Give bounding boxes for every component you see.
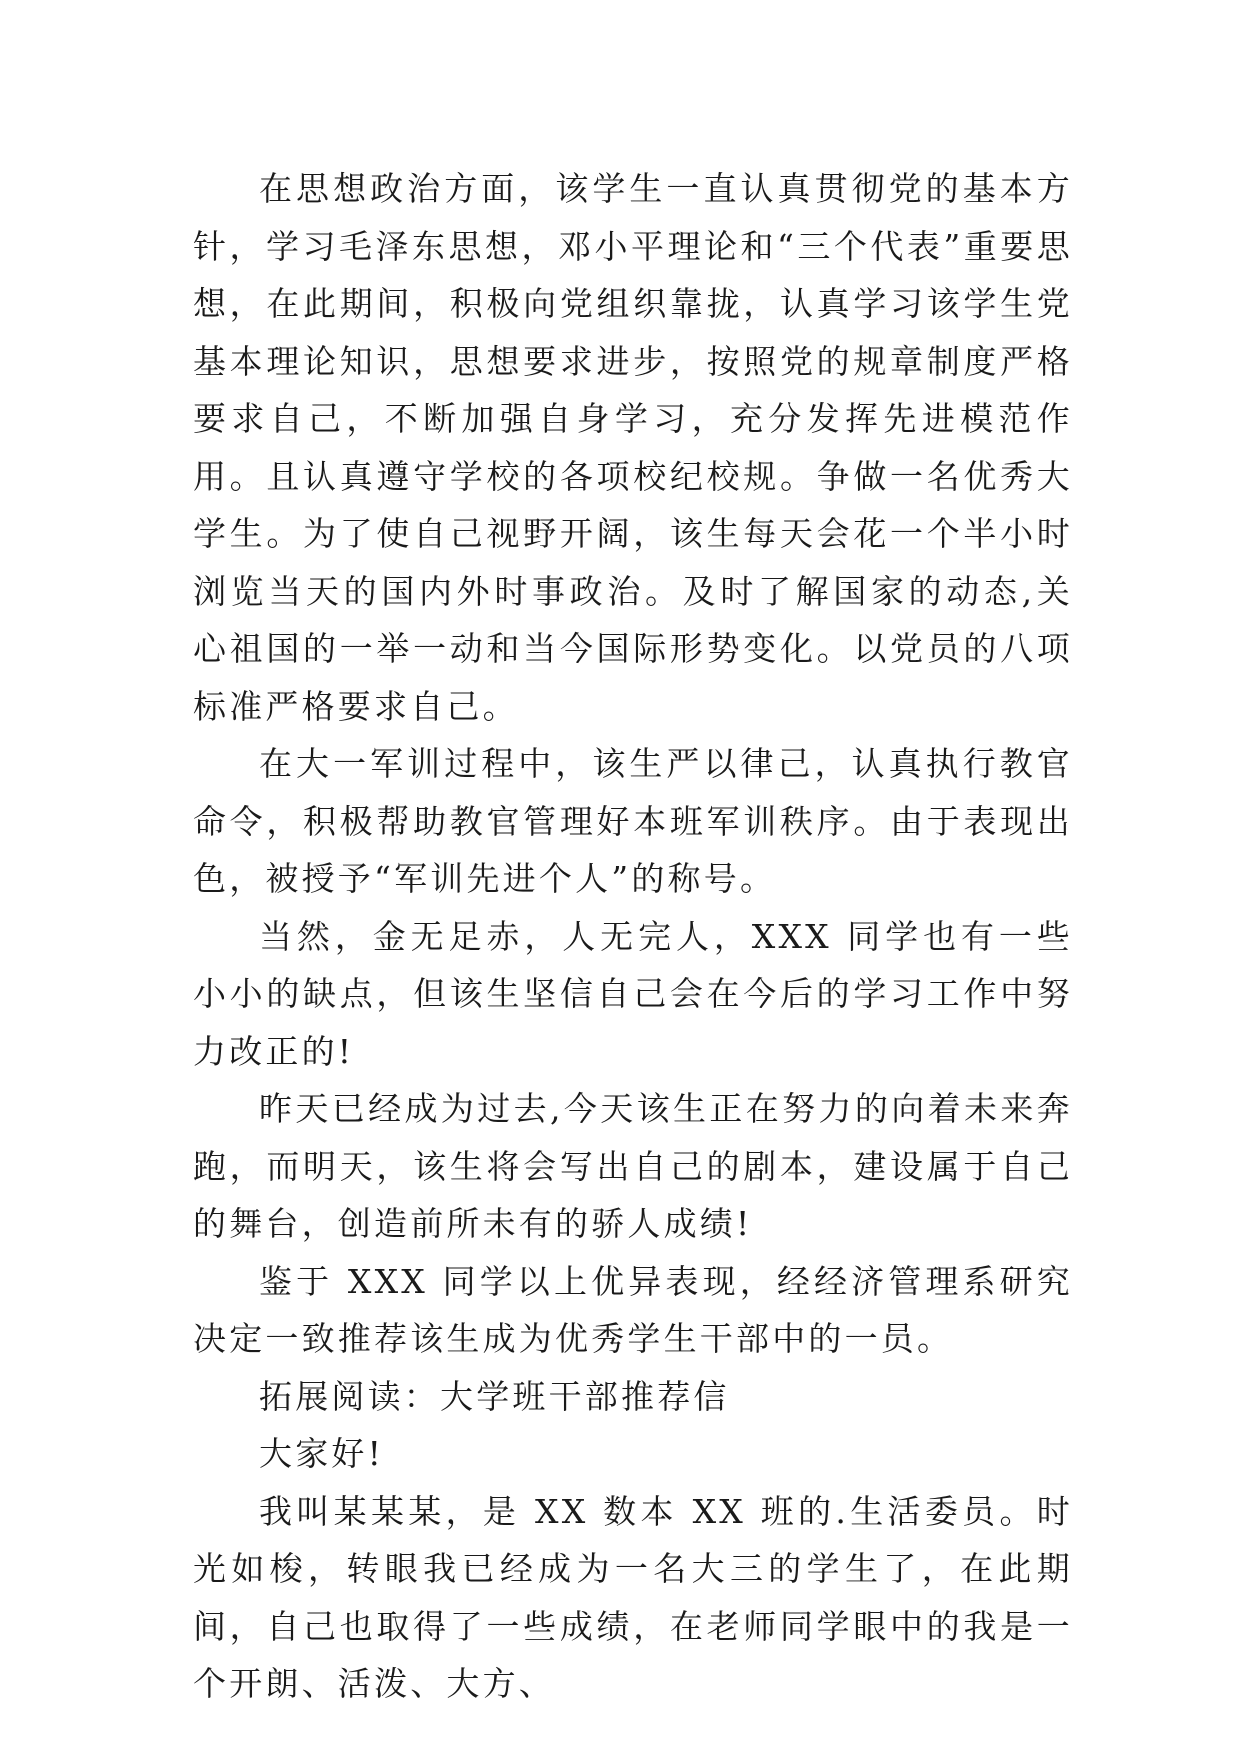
- paragraph-self-introduction: 我叫某某某，是 XX 数本 XX 班的.生活委员。时光如梭，转眼我已经成为一名大三的学生了，在此期间，自己也取得了一些成绩，在老师同学眼中的我是一个开朗、活泼、大方、: [193, 1491, 1073, 1703]
- paragraph-future: 昨天已经成为过去,今天该生正在努力的向着未来奔跑，而明天，该生将会写出自己的剧本，建设属于自己的舞台，创造前所未有的骄人成绩!: [193, 1089, 1073, 1243]
- paragraph-military-training: 在大一军训过程中，该生严以律己，认真执行教官命令，积极帮助教官管理好本班军训秩序。由于表现出色，被授予“军训先进个人”的称号。: [193, 744, 1073, 898]
- paragraph-greeting: 大家好!: [259, 1434, 385, 1473]
- paragraph-recommendation: 鉴于 XXX 同学以上优异表现，经经济管理系研究决定一致推荐该生成为优秀学生干部中的一员。: [193, 1261, 1073, 1358]
- paragraph-extended-reading-heading: 拓展阅读：大学班干部推荐信: [259, 1376, 730, 1416]
- document-body: [193, 160, 1073, 1713]
- paragraph-political: 在思想政治方面，该学生一直认真贯彻党的基本方针，学习毛泽东思想，邓小平理论和“三个代表”重要思想，在此期间，积极向党组织靠拢，认真学习该学生党基本理论知识，思想要求进步，按照党的规章制度严格要求自己，不断加强自身学习，充分发挥先进模范作用。且认真遵守学校的各项校纪校规。争做一名优秀大学生。为了使自己视野开阔，该生每天会花一个半小时浏览当天的国内外时事政治。及时了解国家的动态,关心祖国的一举一动和当今国际形势变化。以党员的八项标准严格要求自己。: [193, 169, 1073, 726]
- paragraph-shortcomings: 当然，金无足赤，人无完人，XXX 同学也有一些小小的缺点，但该生坚信自己会在今后的学习工作中努力改正的!: [193, 916, 1073, 1071]
